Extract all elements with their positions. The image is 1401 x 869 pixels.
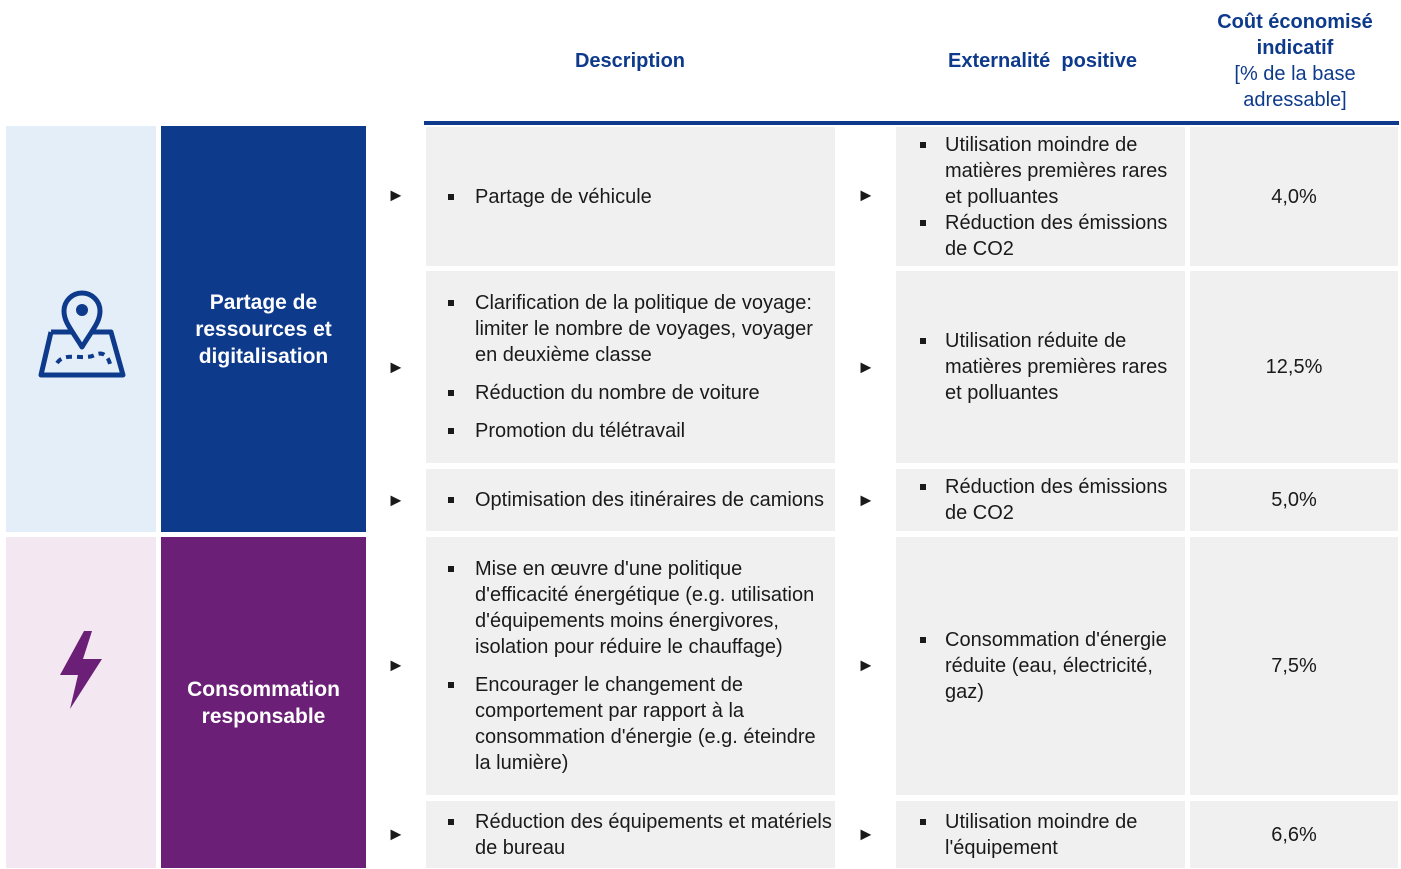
- externality-item: Utilisation moindre de matières premières rares et polluantes: [896, 132, 1185, 210]
- map-pin-icon: [6, 280, 156, 390]
- description-item: Mise en œuvre d'une politique d'efficacité énergétique (e.g. utilisation d'équipements moins énergivores, isolation pour réduire le chauffage): [426, 556, 835, 660]
- externality-cell: [896, 469, 1185, 531]
- cost-cell: [1190, 469, 1398, 531]
- row-arrow-right: ►: [857, 357, 875, 377]
- description-item: Promotion du télétravail: [426, 418, 835, 444]
- row-arrow-left: ►: [387, 357, 405, 377]
- description-cell: [426, 469, 835, 531]
- row-arrow-left: ►: [387, 655, 405, 675]
- description-item: Réduction des équipements et matériels de bureau: [426, 809, 835, 861]
- externality-item: Consommation d'énergie réduite (eau, électricité, gaz): [896, 627, 1185, 705]
- row-arrow-right: ►: [857, 490, 875, 510]
- header-description: [520, 48, 740, 74]
- lightning-icon: [6, 620, 156, 720]
- externality-cell: [896, 127, 1185, 266]
- externality-cell: [896, 801, 1185, 868]
- row-arrow-right: ►: [857, 824, 875, 844]
- description-item: Réduction du nombre de voiture: [426, 380, 835, 406]
- category-consumption-label: Consommation responsable: [187, 677, 340, 728]
- description-cell: [426, 271, 835, 463]
- category-consumption: [161, 537, 366, 868]
- header-externality: [920, 48, 1165, 74]
- cost-value: 4,0%: [1271, 185, 1317, 208]
- cost-cell: [1190, 271, 1398, 463]
- externality-item: Utilisation moindre de l'équipement: [896, 809, 1185, 861]
- cost-value: 6,6%: [1271, 823, 1317, 846]
- header-cost-subtitle: [% de la base adressable]: [1234, 63, 1356, 111]
- description-item: Clarification de la politique de voyage: limiter le nombre de voyages, voyager en deuxième classe: [426, 290, 835, 368]
- cost-cell: [1190, 537, 1398, 795]
- header-cost: [1195, 9, 1395, 113]
- category-sharing: [161, 126, 366, 532]
- externality-cell: [896, 537, 1185, 795]
- description-cell: [426, 537, 835, 795]
- cost-cell: [1190, 127, 1398, 266]
- cost-value: 5,0%: [1271, 489, 1317, 511]
- row-arrow-left: ►: [387, 185, 405, 205]
- description-cell: [426, 801, 835, 868]
- category-sharing-label: Partage de ressources et digitalisation: [195, 290, 332, 368]
- cost-value: 7,5%: [1271, 655, 1317, 677]
- description-item: Optimisation des itinéraires de camions: [426, 487, 835, 513]
- header-description-label: Description: [574, 50, 686, 72]
- row-arrow-right: ►: [857, 185, 875, 205]
- description-item: Partage de véhicule: [426, 184, 835, 210]
- header-rule: [424, 121, 1399, 125]
- description-item: Encourager le changement de comportement par rapport à la consommation d'énergie (e.g. éteindre la lumière): [426, 672, 835, 776]
- header-cost-title: Coût économisé indicatif: [1217, 11, 1373, 59]
- row-arrow-left: ►: [387, 490, 405, 510]
- description-cell: [426, 127, 835, 266]
- externality-item: Réduction des émissions de CO2: [896, 210, 1185, 262]
- externality-item: Réduction des émissions de CO2: [896, 474, 1185, 526]
- cost-value: 12,5%: [1265, 356, 1323, 378]
- row-arrow-left: ►: [387, 824, 405, 844]
- externality-cell: [896, 271, 1185, 463]
- header-externality-label: Externalité positive: [948, 50, 1137, 72]
- cost-cell: [1190, 801, 1398, 868]
- row-arrow-right: ►: [857, 655, 875, 675]
- externality-item: Utilisation réduite de matières premières rares et polluantes: [896, 328, 1185, 406]
